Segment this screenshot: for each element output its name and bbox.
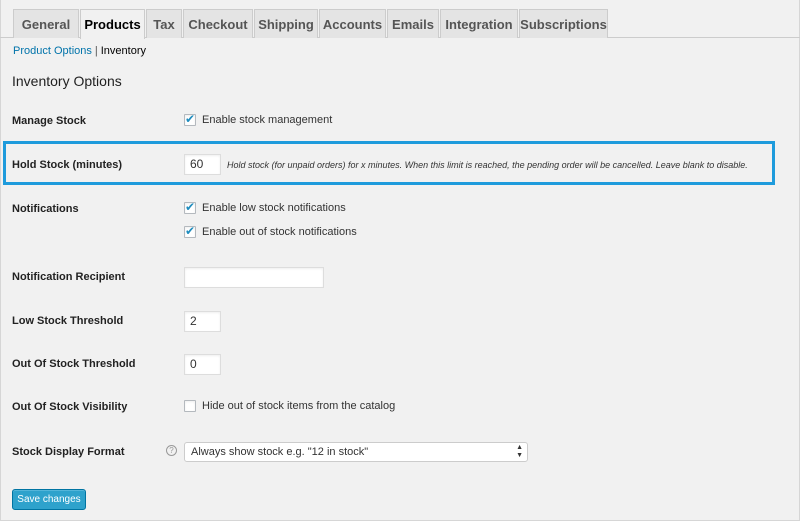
tab-accounts[interactable]: Accounts bbox=[319, 9, 386, 38]
manage-stock-checkbox-label[interactable]: Enable stock management bbox=[202, 114, 333, 126]
notification-recipient-input[interactable] bbox=[184, 267, 324, 288]
section-subnav bbox=[13, 45, 146, 57]
notifications-label: Notifications bbox=[12, 203, 79, 215]
checkmark-icon: ✔ bbox=[185, 200, 196, 214]
help-icon[interactable]: ? bbox=[166, 445, 177, 456]
chevron-down-icon: ▼ bbox=[516, 452, 523, 459]
tab-shipping[interactable]: Shipping bbox=[254, 9, 318, 38]
stock-display-format-selected-value: Always show stock e.g. "12 in stock" bbox=[191, 446, 369, 458]
chevron-up-icon: ▲ bbox=[516, 444, 523, 451]
checkmark-icon: ✔ bbox=[185, 112, 196, 126]
section-title: Inventory Options bbox=[12, 73, 122, 89]
subnav-separator: | bbox=[94, 45, 98, 57]
hold-stock-label: Hold Stock (minutes) bbox=[12, 159, 123, 171]
out-of-stock-visibility-label: Out Of Stock Visibility bbox=[12, 401, 128, 413]
hide-out-of-stock-checkbox[interactable] bbox=[184, 400, 196, 412]
tab-subscriptions[interactable]: Subscriptions bbox=[519, 9, 608, 38]
hold-stock-description: Hold stock (for unpaid orders) for x minutes. When this limit is reached, the pending order will be cancelled. Leave blank to disable. bbox=[227, 160, 748, 170]
out-of-stock-threshold-label: Out Of Stock Threshold bbox=[12, 358, 136, 370]
manage-stock-label: Manage Stock bbox=[12, 115, 86, 127]
out-of-stock-visibility-row bbox=[184, 400, 395, 412]
tab-checkout[interactable]: Checkout bbox=[183, 9, 253, 38]
subnav-inventory-current: Inventory bbox=[100, 45, 146, 57]
notification-recipient-label: Notification Recipient bbox=[12, 271, 126, 283]
low-stock-threshold-label: Low Stock Threshold bbox=[12, 315, 124, 327]
subnav-product-options-link[interactable]: Product Options bbox=[13, 45, 92, 57]
tab-products[interactable]: Products bbox=[80, 9, 145, 39]
tab-integration[interactable]: Integration bbox=[440, 9, 518, 38]
out-of-stock-notification-label[interactable]: Enable out of stock notifications bbox=[202, 226, 357, 238]
settings-tab-bar bbox=[0, 0, 800, 38]
checkmark-icon: ✔ bbox=[185, 224, 196, 238]
low-stock-threshold-input[interactable]: 2 bbox=[184, 311, 221, 332]
tab-emails[interactable]: Emails bbox=[387, 9, 439, 38]
manage-stock-row bbox=[184, 114, 332, 126]
hide-out-of-stock-label[interactable]: Hide out of stock items from the catalog bbox=[202, 400, 396, 412]
hold-stock-input[interactable]: 60 bbox=[184, 154, 221, 175]
low-stock-notification-checkbox[interactable] bbox=[184, 202, 196, 214]
select-arrows-icon bbox=[516, 444, 523, 460]
low-stock-notification-label[interactable]: Enable low stock notifications bbox=[202, 202, 346, 214]
out-of-stock-threshold-input[interactable]: 0 bbox=[184, 354, 221, 375]
low-stock-notification-row bbox=[184, 202, 346, 214]
save-changes-button[interactable]: Save changes bbox=[12, 489, 86, 510]
out-of-stock-notification-checkbox[interactable] bbox=[184, 226, 196, 238]
tab-tax[interactable]: Tax bbox=[146, 9, 182, 38]
out-of-stock-notification-row bbox=[184, 226, 357, 238]
stock-display-format-select[interactable] bbox=[184, 442, 528, 462]
stock-display-format-label: Stock Display Format bbox=[12, 446, 125, 458]
tab-general[interactable]: General bbox=[13, 9, 79, 38]
manage-stock-checkbox[interactable] bbox=[184, 114, 196, 126]
